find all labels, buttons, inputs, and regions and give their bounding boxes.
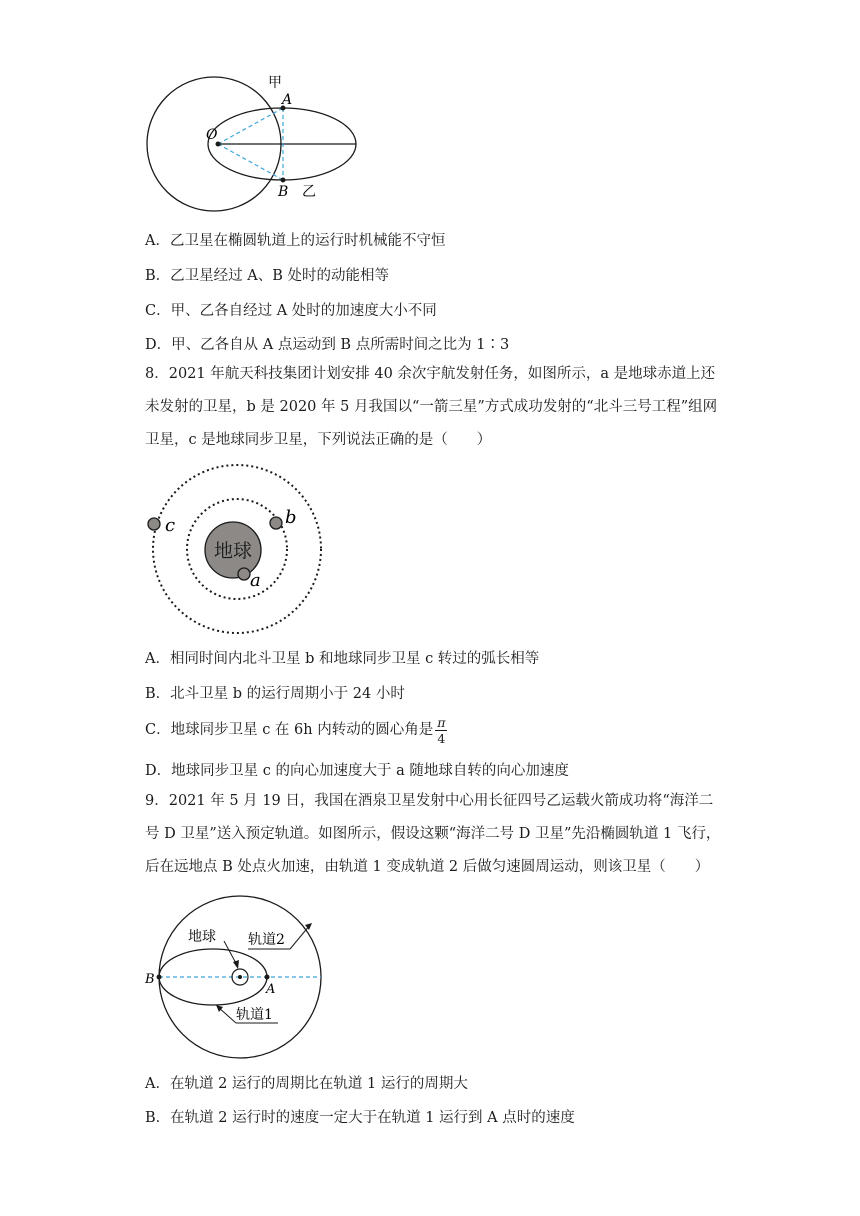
label-orbit2: 轨道2 <box>248 932 285 948</box>
q9-option-a: A．在轨道 2 运行的周期比在轨道 1 运行的周期大 <box>145 1076 468 1092</box>
q8-option-d: D．地球同步卫星 c 的向心加速度大于 a 随地球自转的向心加速度 <box>145 763 569 779</box>
label-b: B <box>145 972 155 987</box>
earth-label: 地球 <box>213 540 253 562</box>
label-orbit1: 轨道1 <box>236 1007 273 1023</box>
point-b <box>281 178 286 183</box>
q7-option-c: C．甲、乙各自经过 A 处时的加速度大小不同 <box>145 303 437 319</box>
earth-center <box>238 975 242 979</box>
arrowhead-earth <box>233 960 239 969</box>
label-o: O <box>206 127 218 143</box>
q7-option-d: D．甲、乙各自从 A 点运动到 B 点所需时间之比为 1∶3 <box>145 337 510 353</box>
orbit-transfer-figure-q9 <box>140 895 340 1060</box>
label-yi: 乙 <box>302 184 316 200</box>
fraction-numerator: π <box>437 714 446 730</box>
point-b <box>157 975 162 980</box>
label-jia: 甲 <box>268 75 282 91</box>
q9-option-b: B．在轨道 2 运行时的速度一定大于在轨道 1 运行到 A 点时的速度 <box>145 1110 575 1126</box>
q7-option-b: B．乙卫星经过 A、B 处时的动能相等 <box>145 268 389 284</box>
q9-stem: 9．2021 年 5 月 19 日，我国在酒泉卫星发射中心用长征四号乙运载火箭成功将“海洋二号 D 卫星”送入预定轨道。如图所示，假设这颗“海洋二号 D 卫星”先沿椭圆轨道 1 飞行，后在远地点 B 处点火加速，由轨道 1 变成轨道 2 后做匀速圆周运动，则该卫星（ ） <box>145 793 721 875</box>
q8-stem: 8．2021 年航天科技集团计划安排 40 余次宇航发射任务，如图所示，a 是地球赤道上还未发射的卫星，b 是 2020 年 5 月我国以“一箭三星”方式成功发射的“北斗三号工程”组网卫星，c 是地球同步卫星，下列说法正确的是（ ） <box>145 366 718 448</box>
arrowhead-orbit2 <box>305 923 312 930</box>
label-earth: 地球 <box>188 929 216 945</box>
q8-option-b: B．北斗卫星 b 的运行周期小于 24 小时 <box>145 686 405 702</box>
label-sat-a: a <box>250 570 261 591</box>
arrow-orbit2 <box>290 925 310 949</box>
satellite-figure-q8 <box>140 462 330 640</box>
q8-option-c-text: C．地球同步卫星 c 在 6h 内转动的圆心角是 <box>145 722 434 738</box>
fraction-pi-over-4 <box>435 715 447 746</box>
point-a <box>265 975 270 980</box>
orbit-figure-q7 <box>140 62 370 212</box>
label-a: A <box>282 92 293 108</box>
q7-option-a: A．乙卫星在椭圆轨道上的运行时机械能不守恒 <box>145 233 446 249</box>
label-a: A <box>266 982 276 997</box>
q8-option-c <box>145 712 447 748</box>
label-b: B <box>278 184 289 200</box>
label-sat-c: c <box>165 515 176 536</box>
satellite-c <box>148 518 160 530</box>
satellite-a <box>238 568 250 580</box>
q8-option-a: A．相同时间内北斗卫星 b 和地球同步卫星 c 转过的弧长相等 <box>145 651 540 667</box>
line-ob <box>218 144 283 180</box>
label-sat-b: b <box>285 507 297 528</box>
satellite-b <box>270 517 282 529</box>
line-oa <box>218 108 283 144</box>
fraction-denominator: 4 <box>437 730 446 746</box>
